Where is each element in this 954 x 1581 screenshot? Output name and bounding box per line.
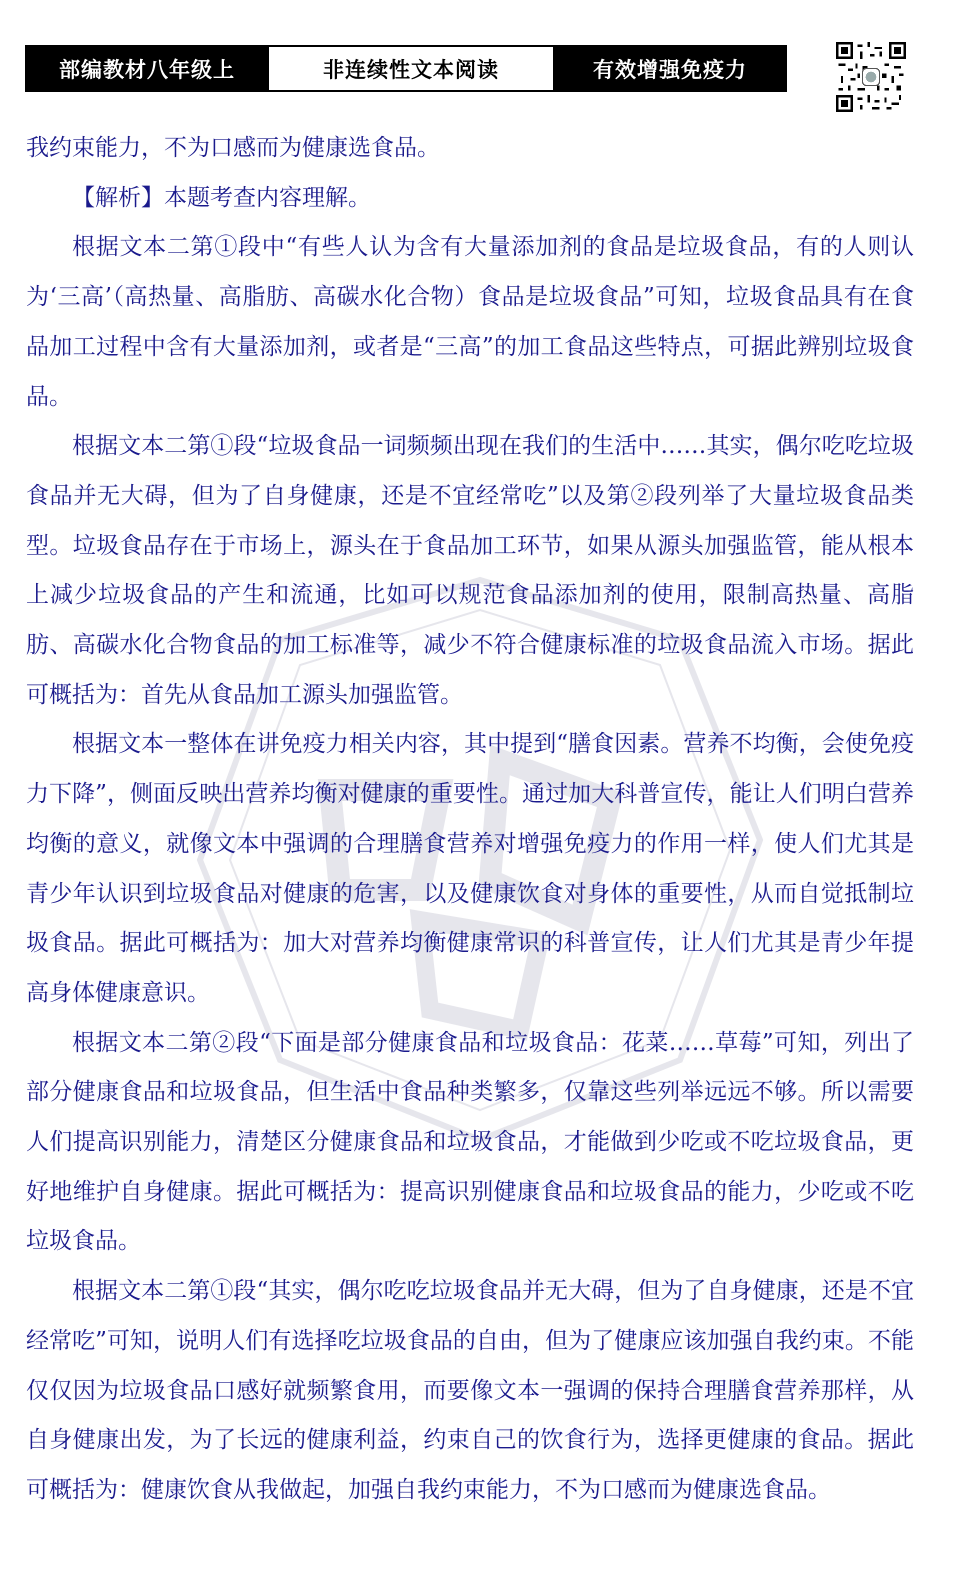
- paragraph-4: 根据文本二第②段“下面是部分健康食品和垃圾食品：花菜……草莓”可知，列出了部分健康食品和垃圾食品，但生活中食品种类繁多，仅靠这些列举远远不够。所以需要人们提高识别能力，清楚区分健康食品和垃圾食品，才能做到少吃或不吃垃圾食品，更好地维护自身健康。据此可概括为：提高识别健康食品和垃圾食品的能力，少吃或不吃垃圾食品。: [26, 1029, 914, 1255]
- paragraph-continuation: 我约束能力，不为口感而为健康选食品。: [26, 135, 440, 161]
- paragraph-1: 根据文本二第①段中“有些人认为含有大量添加剂的食品是垃圾食品，有的人则认为‘三高’（高热量、高脂肪、高碳水化合物）食品是垃圾食品”可知，垃圾食品具有在食品加工过程中含有大量添加剂，或者是“三高”的加工食品这些特点，可据此辨别垃圾食品。: [26, 234, 914, 410]
- paragraph-analysis-heading: 【解析】本题考查内容理解。: [72, 184, 371, 211]
- paragraph-3: 根据文本一整体在讲免疫力相关内容，其中提到“膳食因素。营养不均衡，会使免疫力下降”，侧面反映出营养均衡对健康的重要性。通过加大科普宣传，能让人们明白营养均衡的意义，就像文本中强调的合理膳食营养对增强免疫力的作用一样，使人们尤其是青少年认识到垃圾食品对健康的危害，以及健康饮食对身体的重要性，从而自觉抵制垃圾食品。据此可概括为：加大对营养均衡健康常识的科普宣传，让人们尤其是青少年提高身体健康意识。: [26, 731, 914, 1006]
- qr-code-icon: [836, 42, 906, 112]
- paragraph-5: 根据文本二第①段“其实，偶尔吃吃垃圾食品并无大碍，但为了自身健康，还是不宜经常吃”可知，说明人们有选择吃垃圾食品的自由，但为了健康应该加强自我约束。不能仅仅因为垃圾食品口感好就频繁食用，而要像文本一强调的保持合理膳食营养那样，从自身健康出发，为了长远的健康利益，约束自己的饮食行为，选择更健康的食品。据此可概括为：健康饮食从我做起，加强自我约束能力，不为口感而为健康选食品。: [26, 1278, 914, 1503]
- header-middle-label: 非连续性文本阅读: [267, 47, 555, 90]
- document-body: [26, 124, 914, 1516]
- header-right-label: 有效增强免疫力: [555, 47, 785, 90]
- header-left-label: 部编教材八年级上: [27, 47, 267, 90]
- paragraph-2: 根据文本二第①段“垃圾食品一词频频出现在我们的生活中……其实，偶尔吃吃垃圾食品并无大碍，但为了自身健康，还是不宜经常吃”以及第②段列举了大量垃圾食品类型。垃圾食品存在于市场上，源头在于食品加工环节，如果从源头加强监管，能从根本上减少垃圾食品的产生和流通，比如可以规范食品添加剂的使用，限制高热量、高脂肪、高碳水化合物食品的加工标准等，减少不符合健康标准的垃圾食品流入市场。据此可概括为：首先从食品加工源头加强监管。: [26, 433, 914, 708]
- header-bar: [25, 45, 787, 92]
